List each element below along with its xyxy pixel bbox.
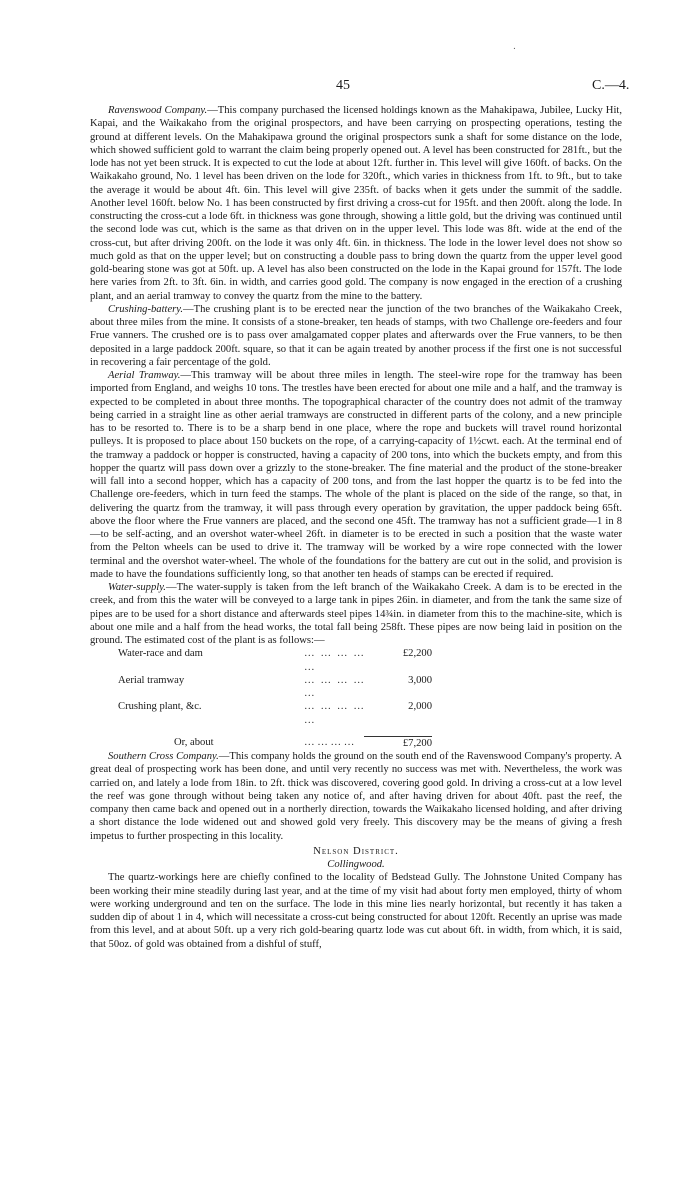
southern-cross-paragraph xyxy=(90,750,622,843)
water-supply-text: —The water-supply is taken from the left branch of the Waikakaho Creek. A dam is to be erected in the creek, and from this the water will be conveyed to a large tank in pipes 26in. in diameter, and from the tank the same size of pipes are to be used for a short distance and afterwards steel pipes 14¾in. in diameter from this to the machine-site, which is about one mile and a half from the head works, the total fall being 258ft. These pipes are now being laid in position on the ground. The estimated cost of the plant is as follows:— xyxy=(90,582,622,646)
subdistrict-heading: Collingwood. xyxy=(327,859,385,870)
southern-cross-text: —This company holds the ground on the south end of the Ravenswood Company's property. A great deal of prospecting work has been done, and until very recently no success was met with. Nevertheless, the work was carried on, and lately a lode from 18in. to 2ft. thick was discovered, covering good gold. In driving a cross-cut at a low level the reef was gone through without being taken any notice of, and after having driven for about 40ft. past the reef, the company then came back and opened out in a northerly direction, towards the Waikakaho licensed holding, and after driving a short distance the lode widened out and showed gold very freely. This discovery may be the means of giving a fresh impetus to further prospecting in this locality. xyxy=(90,751,622,842)
document-reference: C.—4. xyxy=(592,78,630,93)
page-number: 45 xyxy=(336,78,350,93)
estimate-total-label: Or, about xyxy=(174,737,214,749)
estimate-spacer xyxy=(118,727,432,737)
estimate-leader: … … … … … xyxy=(304,648,364,673)
estimate-item: Crushing plant, &c. xyxy=(118,701,202,713)
estimate-amount: 3,000 xyxy=(408,674,432,686)
collingwood-paragraph: The quartz-workings here are chiefly confined to the locality of Bedstead Gully. The Johnstone United Company has been working their mine steadily during last year, and at the time of my visit had about forty men employed, thirty of whom were working underground and ten on the surface. The lode in this mine lies nearly horizontal, but recently it has taken a sudden dip of about 1 in 4, which will necessitate a cross-cut being constructed for about 120ft. Recently an uprise was made from this level, and at about 50ft. up a very rich gold-bearing quartz lode was cut about 6ft. in width, from which, it is said, that 50oz. of gold was obtained from a dishful of stuff, xyxy=(90,872,622,950)
crushing-battery-heading: Crushing-battery. xyxy=(108,303,184,315)
estimate-item: Water-race and dam xyxy=(118,648,203,660)
southern-cross-heading: Southern Cross Company. xyxy=(108,751,219,762)
cost-estimate-table xyxy=(118,647,432,750)
page-body xyxy=(90,104,622,951)
estimate-item: Aerial tramway xyxy=(118,674,185,686)
crushing-battery-paragraph xyxy=(90,303,622,369)
estimate-row xyxy=(118,647,432,674)
crushing-battery-text: —The crushing plant is to be erected near the junction of the two branches of the Waikakaho Creek, about three miles from the mine. It consists of a stone-breaker, ten heads of stamps, with two Challenge ore-feeders and four Frue vanners. The crushed ore is to pass over amalgamated copper plates and afterwards over the Frue vanners, to be then deposited in a large paddock 200ft. square, so that it can be again treated by another process if the first one is not successful in recovering a fair percentage of the gold. xyxy=(90,303,622,368)
aerial-tramway-paragraph xyxy=(90,369,622,581)
aerial-tramway-text: —This tramway will be about three miles in length. The steel-wire rope for the tramway has been imported from England, and weighs 10 tons. The trestles have been erected for about one mile and a half, and the tramway is expected to be completed in about three months. The topographical character of the country does not admit of the tramway being carried in a straight line as other aerial tramways are constructed in different parts of the colony, and a new principle has to be resorted to. There is to be a sharp bend in one place, where the rope and buckets will travel round horizontal pulleys. It is proposed to place about 150 buckets on the rope, of a carrying-capacity of 1½cwt. each. At the terminal end of the tramway a paddock or hopper is constructed, having a capacity of 200 tons, into which the buckets empty, and from this hopper the quartz will pass down over a grizzly to the stone-breaker. The fine material and the product of the stone-breaker will fall into a second hopper, which has a capacity of 200 tons, and from the last hopper the quartz is to be fed into the Challenge ore-feeders, which in turn feed the stamps. The whole of the plant is placed on the side of the range, so that, in delivering the quartz from the tramway, it will pass through every operation by gravitation, the upper paddock being 65ft. above the floor where the Frue vanners are placed, and the second one 45ft. The tramway has not a sufficient grade—1 in 8—to be self-acting, and an overshot water-wheel 26ft. in diameter is to be erected in such a position that the waste water from the Pelton wheels can be used to drive it. The tramway will be worked by a wire rope connected with the lower terminal and the overshot water-wheel. The whole of the foundations for the battery are cut out in the solid, and provision is made to have the foundations sufficiently long, so that another ten heads of stamps can be erected if required. xyxy=(90,370,623,580)
estimate-total-row xyxy=(118,736,432,750)
water-supply-heading: Water-supply. xyxy=(108,582,166,593)
estimate-row xyxy=(118,700,432,727)
estimate-leader: … … … … xyxy=(304,737,355,749)
water-supply-paragraph xyxy=(90,581,622,647)
estimate-leader: … … … … … xyxy=(304,674,364,699)
page-mark: . xyxy=(513,42,516,52)
ravenswood-text: —This company purchased the licensed holdings known as the Mahakipawa, Jubilee, Lucky Hit, Kapai, and the Waikakaho from the original prospectors, and have been carrying on prospecting operations, testing the ground at different levels. On the Mahakipawa ground the original prospectors sunk a shaft for some distance on the lode, which showed sufficient gold to warrant the claim being properly opened out. A level has been constructed for 281ft., but the lode has not yet been struck. It is expected to cut the lode at about 12ft. further in. This level will give 160ft. of backs. On the Waikakaho ground, No. 1 level has been driven on the lode for 320ft., which varies in thickness from 1ft. to 9ft., but to take the average it would be about 4ft. 6in. This level will give 235ft. of backs when it gets under the summit of the saddle. Another level 160ft. below No. 1 has been constructed by first driving a cross-cut for 195ft. and then 200ft. along the lode. In constructing the cross-cut a lode 6ft. in thickness was gone through, showing a little gold, but the driving was continued until the second lode was cut, which is the same as that driven on in the upper level. This lode was 8ft. wide at the end of the cross-cut, but after driving 200ft. on the lode it was only 4ft. 6in. in thickness. The lode in the lower level does not show so much gold as that on the upper level; but on constructing a double pass to bring down the quartz from the upper level good gold-bearing stone was got at 50ft. up. A level has also been constructed on the lode in the Kapai ground for 157ft. The lode here varies from 2ft. to 3ft. 6in. in width, and carries good gold. The company is now engaged in the erection of a crushing plant, and an aerial tramway to convey the quartz from the mine to the battery. xyxy=(90,105,622,302)
ravenswood-heading: Ravenswood Company. xyxy=(108,105,208,116)
estimate-amount: 2,000 xyxy=(408,701,432,713)
estimate-amount: £2,200 xyxy=(402,648,432,660)
estimate-row xyxy=(118,674,432,701)
aerial-tramway-heading: Aerial Tramway. xyxy=(108,370,181,381)
ravenswood-paragraph xyxy=(90,104,622,303)
estimate-leader: … … … … … xyxy=(304,701,364,726)
district-heading: Nelson District. xyxy=(313,845,399,857)
estimate-total-amount: £7,200 xyxy=(364,736,432,750)
